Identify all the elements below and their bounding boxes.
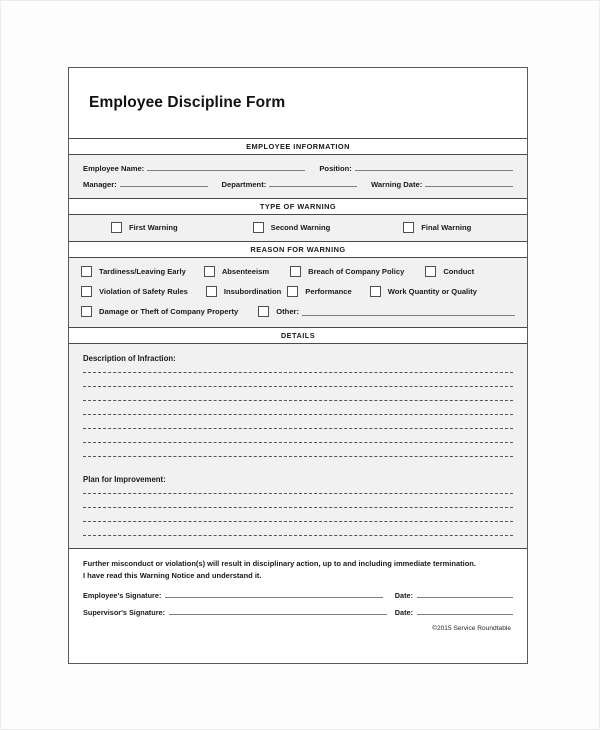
acknowledgement-line-1: Further misconduct or violation(s) will result in disciplinary action, up to and including immediate termination.	[83, 559, 476, 568]
supervisor-signature-input[interactable]	[169, 607, 387, 615]
other-reason-input[interactable]	[302, 308, 515, 316]
employee-signature-input[interactable]	[165, 590, 383, 598]
write-line	[83, 521, 513, 522]
warning-date-input[interactable]	[425, 179, 513, 187]
details-block	[69, 344, 527, 548]
checkbox-icon[interactable]	[81, 286, 92, 297]
position-input[interactable]	[355, 163, 513, 171]
type-of-warning-block	[69, 215, 527, 241]
write-line	[83, 442, 513, 443]
employee-info-row-2	[83, 179, 513, 189]
plan-for-improvement-input[interactable]	[83, 493, 513, 536]
checkbox-label: Second Warning	[270, 223, 331, 232]
write-line	[83, 507, 513, 508]
employee-name-input[interactable]	[147, 163, 305, 171]
employee-information-block	[69, 155, 527, 198]
checkbox-option-conduct[interactable]	[425, 266, 474, 277]
reason-for-warning-block	[69, 258, 527, 327]
checkbox-label: Violation of Safety Rules	[99, 287, 188, 296]
employee-signature-label: Employee's Signature:	[83, 591, 162, 601]
section-header-employee-information: EMPLOYEE INFORMATION	[69, 138, 527, 155]
checkbox-option-breach-of-company-policy[interactable]	[290, 266, 404, 277]
checkbox-icon[interactable]	[287, 286, 298, 297]
checkbox-option-first-warning[interactable]	[111, 222, 178, 233]
supervisor-signature-date-input[interactable]	[417, 607, 513, 615]
checkbox-label: Tardiness/Leaving Early	[99, 267, 186, 276]
section-header-reason-for-warning: REASON FOR WARNING	[69, 241, 527, 258]
write-line	[83, 386, 513, 387]
supervisor-signature-label: Supervisor's Signature:	[83, 608, 166, 618]
checkbox-label: Work Quantity or Quality	[387, 287, 478, 296]
discipline-form-sheet	[68, 67, 528, 664]
checkbox-icon[interactable]	[403, 222, 414, 233]
department-input[interactable]	[269, 179, 357, 187]
write-line	[83, 535, 513, 536]
checkbox-option-damage-or-theft-of-company-property[interactable]	[81, 306, 238, 317]
write-line	[83, 493, 513, 494]
position-label: Position:	[319, 164, 352, 173]
checkbox-icon[interactable]	[206, 286, 217, 297]
form-title-band	[69, 68, 527, 138]
checkbox-icon[interactable]	[81, 266, 92, 277]
checkbox-icon[interactable]	[425, 266, 436, 277]
checkbox-option-insubordination[interactable]	[206, 286, 281, 297]
employee-name-label: Employee Name:	[83, 164, 145, 173]
checkbox-option-second-warning[interactable]	[253, 222, 331, 233]
checkbox-icon[interactable]	[370, 286, 381, 297]
description-of-infraction-label: Description of Infraction:	[83, 354, 176, 363]
checkbox-option-tardiness-leaving-early[interactable]	[81, 266, 186, 277]
manager-input[interactable]	[120, 179, 208, 187]
checkbox-label: Performance	[305, 287, 352, 296]
supervisor-signature-date-label: Date:	[394, 608, 413, 618]
checkbox-icon[interactable]	[204, 266, 215, 277]
checkbox-icon[interactable]	[258, 306, 269, 317]
checkbox-option-absenteeism[interactable]	[204, 266, 269, 277]
reason-row-2	[81, 286, 515, 297]
section-header-type-of-warning: TYPE OF WARNING	[69, 198, 527, 215]
checkbox-label: Conduct	[443, 267, 475, 276]
checkbox-icon[interactable]	[81, 306, 92, 317]
page-title: Employee Discipline Form	[89, 94, 286, 111]
reason-row-1	[81, 266, 515, 277]
checkbox-option-performance[interactable]	[287, 286, 351, 297]
checkbox-label: Absenteeism	[221, 267, 270, 276]
department-label: Department:	[221, 180, 267, 189]
acknowledgement-line-2: I have read this Warning Notice and understand it.	[83, 570, 262, 580]
employee-info-row-1	[83, 163, 513, 173]
acknowledgement-text	[83, 558, 513, 581]
write-line	[83, 372, 513, 373]
checkbox-option-work-quantity-or-quality[interactable]	[370, 286, 477, 297]
checkbox-label: Damage or Theft of Company Property	[99, 307, 239, 316]
checkbox-option-final-warning[interactable]	[403, 222, 471, 233]
reason-row-3	[81, 306, 515, 317]
checkbox-label: Insubordination	[223, 287, 282, 296]
write-line	[83, 428, 513, 429]
checkbox-label: Final Warning	[421, 223, 472, 232]
section-header-details: DETAILS	[69, 327, 527, 344]
employee-signature-date-input[interactable]	[417, 590, 513, 598]
write-line	[83, 400, 513, 401]
checkbox-option-violation-of-safety-rules[interactable]	[81, 286, 188, 297]
employee-signature-date-label: Date:	[394, 591, 413, 601]
supervisor-signature-row	[83, 607, 513, 617]
checkbox-icon[interactable]	[290, 266, 301, 277]
warning-date-label: Warning Date:	[371, 180, 423, 189]
copyright-notice: ©2015 Service Roundtable	[432, 625, 511, 633]
plan-for-improvement-label: Plan for Improvement:	[83, 475, 166, 484]
checkbox-label: Other:	[276, 307, 300, 316]
description-of-infraction-input[interactable]	[83, 372, 513, 457]
checkbox-icon[interactable]	[253, 222, 264, 233]
write-line	[83, 414, 513, 415]
checkbox-label: Breach of Company Policy	[308, 267, 405, 276]
employee-signature-row	[83, 590, 513, 600]
manager-label: Manager:	[83, 180, 117, 189]
checkbox-icon[interactable]	[111, 222, 122, 233]
acknowledgement-block	[69, 548, 527, 636]
checkbox-label: First Warning	[129, 223, 178, 232]
checkbox-option-other[interactable]	[258, 306, 515, 317]
